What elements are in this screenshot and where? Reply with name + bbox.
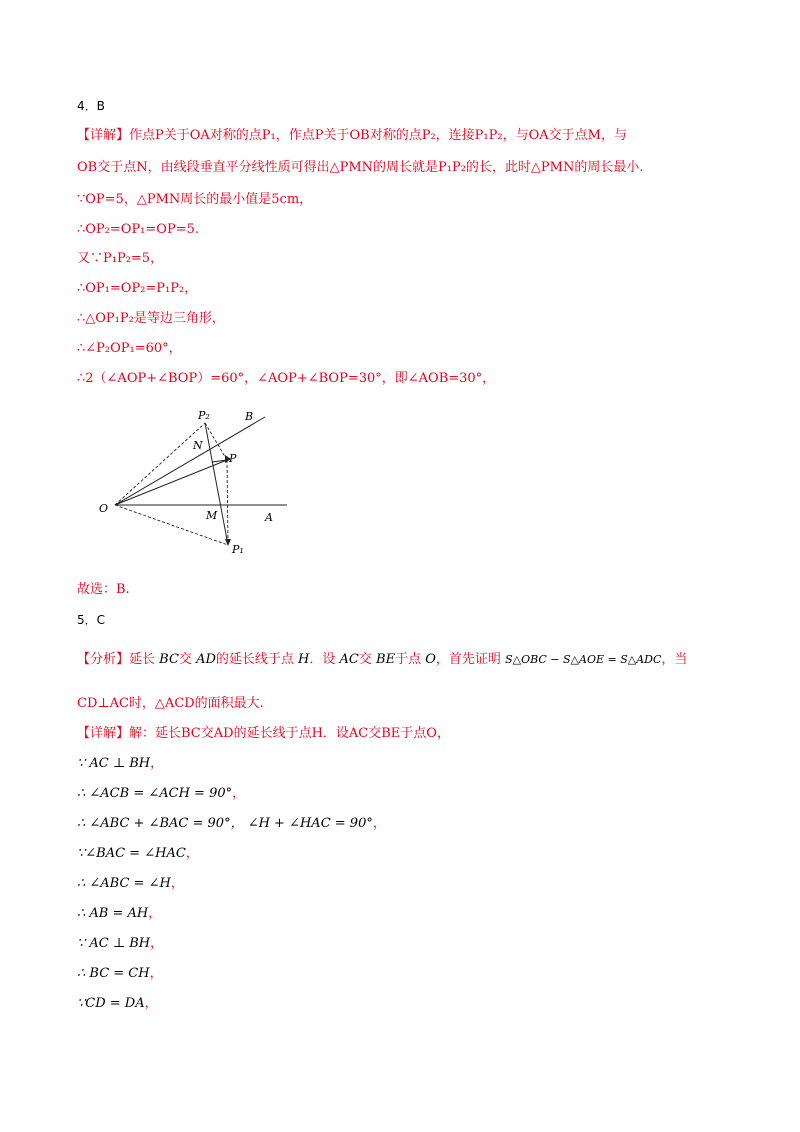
q5-step-math: ∵CD = DA bbox=[77, 996, 145, 1011]
q5-step-2 bbox=[77, 784, 245, 804]
q5-step-8 bbox=[77, 964, 163, 984]
q5-analysis-text-e: 交 bbox=[358, 652, 372, 667]
label-p: P bbox=[229, 452, 237, 465]
geometry-diagram bbox=[95, 405, 295, 565]
q5-step-math: ∵∠BAC = ∠HAC bbox=[77, 846, 186, 861]
q5-step-9 bbox=[77, 994, 158, 1014]
q5-analysis-text-h2: ，当 bbox=[661, 652, 688, 667]
q5-step-math: ∴ ∠ABC + ∠BAC = 90°， ∠H + ∠HAC = 90° bbox=[77, 816, 373, 831]
q5-step-comma: ， bbox=[144, 996, 158, 1011]
q5-analysis-bc: BC bbox=[159, 652, 179, 667]
q5-step-5 bbox=[77, 874, 184, 894]
ray-ob bbox=[115, 417, 265, 505]
q5-analysis-formula: S△OBC − S△AOE = S△ADC bbox=[505, 653, 662, 666]
q5-step-math: ∴ BC = CH bbox=[77, 966, 150, 981]
q5-analysis-line2: CD⊥AC时，△ACD的面积最大. bbox=[77, 696, 264, 711]
q4-step7: ∴2（∠AOP+∠BOP）=60°，∠AOP+∠BOP=30°，即∠AOB=30°， bbox=[77, 371, 496, 386]
q5-step-comma: ， bbox=[232, 786, 246, 801]
q5-step-math: ∵ AC ⊥ BH bbox=[77, 936, 151, 951]
q5-step-math: ∴ ∠ACB = ∠ACH = 90° bbox=[77, 786, 233, 801]
q5-step-comma: ， bbox=[150, 756, 164, 771]
q4-detail-text1: 作点P关于OA对称的点P₁，作点P关于OB对称的点P₂，连接P₁P₂，与OA交于点M，与 bbox=[129, 128, 627, 143]
q5-analysis-tag: 【分析】 bbox=[77, 652, 130, 667]
q4-detail-line2: OB交于点N，由线段垂直平分线性质可得出△PMN的周长就是P₁P₂的长，此时△PMN的周长最小. bbox=[77, 160, 644, 175]
q5-step-comma: ， bbox=[372, 816, 386, 831]
q5-step-comma: ， bbox=[149, 966, 163, 981]
q5-analysis-o: O bbox=[425, 652, 436, 667]
q5-detail-text: 解：延长BC交AD的延长线于点H．设AC交BE于点O， bbox=[129, 726, 450, 741]
q5-step-math: ∴ AB = AH bbox=[77, 906, 149, 921]
q5-analysis-h: H bbox=[298, 652, 310, 667]
segment-op bbox=[115, 460, 227, 505]
q4-step3: 又∵P₁P₂=5， bbox=[77, 251, 164, 266]
q5-analysis-text-b: 交 bbox=[178, 652, 192, 667]
geometry-figure bbox=[95, 405, 295, 565]
q4-detail-tag: 【详解】 bbox=[77, 128, 130, 143]
q5-analysis-ac: AC bbox=[339, 652, 359, 667]
label-p2: P₂ bbox=[198, 409, 210, 422]
q5-step-comma: ， bbox=[148, 906, 162, 921]
q4-step1: ∵OP=5，△PMN周长的最小值是5cm， bbox=[77, 192, 313, 207]
q5-step-1 bbox=[77, 754, 163, 774]
label-n: N bbox=[193, 439, 203, 452]
q5-step-7 bbox=[77, 934, 163, 954]
segment-pp1 bbox=[227, 460, 228, 545]
arrow-p1 bbox=[225, 539, 231, 546]
q5-detail-line bbox=[77, 724, 450, 744]
q5-step-math: ∴ ∠ABC = ∠H bbox=[77, 876, 171, 891]
q5-step-comma: ， bbox=[185, 846, 199, 861]
q4-step2: ∴OP₂=OP₁=OP=5. bbox=[77, 222, 199, 237]
q5-analysis-line1 bbox=[77, 650, 687, 670]
q5-analysis-text-d: ．设 bbox=[309, 652, 336, 667]
label-b: B bbox=[245, 410, 254, 423]
label-m: M bbox=[206, 509, 218, 522]
q5-analysis-ad: AD bbox=[196, 652, 216, 667]
label-o: O bbox=[99, 502, 109, 515]
segment-op2 bbox=[115, 423, 205, 505]
q5-analysis-text-f: 于点 bbox=[395, 652, 422, 667]
q4-step5: ∴△OP₁P₂是等边三角形， bbox=[77, 311, 225, 326]
q5-analysis-text-g: ，首先证明 bbox=[435, 652, 501, 667]
q5-step-comma: ， bbox=[170, 876, 184, 891]
q5-analysis-text-a: 延长 bbox=[129, 652, 156, 667]
q5-step-6 bbox=[77, 904, 161, 924]
label-p1: P₁ bbox=[232, 543, 244, 556]
q5-step-comma: ， bbox=[150, 936, 164, 951]
q5-step-math: ∵ AC ⊥ BH bbox=[77, 756, 151, 771]
q4-step6: ∴∠P₂OP₁=60°， bbox=[77, 341, 182, 356]
q4-answer: 故选：B. bbox=[77, 582, 130, 597]
q5-step-3 bbox=[77, 814, 386, 834]
q5-analysis-be: BE bbox=[376, 652, 396, 667]
label-a: A bbox=[265, 511, 273, 524]
q5-detail-tag: 【详解】 bbox=[77, 726, 130, 741]
q4-step4: ∴OP₁=OP₂=P₁P₂， bbox=[77, 281, 198, 296]
q5-step-4 bbox=[77, 844, 199, 864]
q5-number: 5．C bbox=[77, 613, 106, 627]
q4-detail-line1 bbox=[77, 126, 627, 146]
q5-analysis-text-c: 的延长线于点 bbox=[215, 652, 294, 667]
q4-number: 4．B bbox=[77, 99, 105, 113]
